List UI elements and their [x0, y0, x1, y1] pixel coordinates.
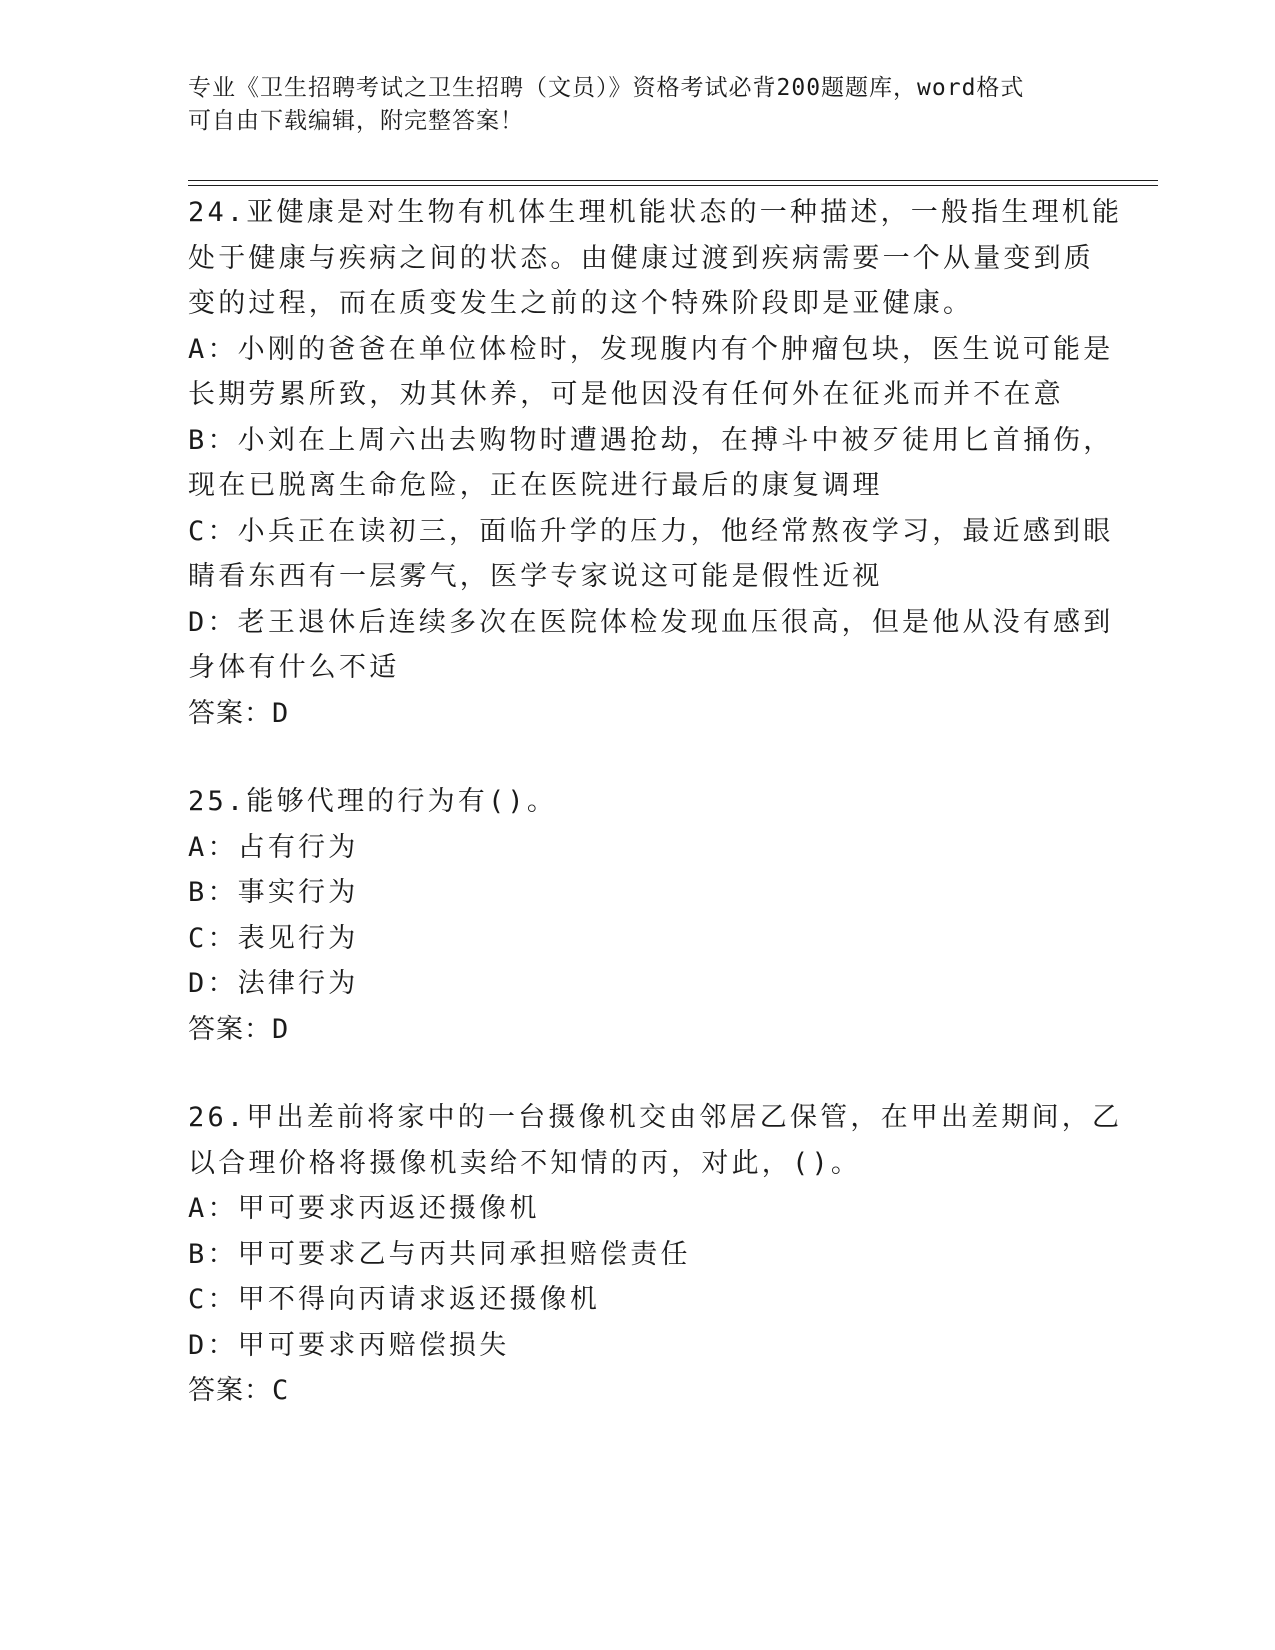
- option-c: C：小兵正在读初三，面临升学的压力，他经常熬夜学习，最近感到眼: [188, 515, 1114, 547]
- option-b: B：事实行为: [188, 877, 359, 908]
- document-header: [188, 72, 1068, 138]
- answer: [188, 1007, 1088, 1053]
- option-c: C：甲不得向丙请求返还摄像机: [188, 1284, 601, 1315]
- question-26: [188, 1095, 1123, 1414]
- question-stem: 变的过程，而在质变发生之前的这个特殊阶段即是亚健康。: [188, 288, 974, 319]
- header-divider-bottom: [188, 185, 1158, 186]
- answer-label: 答案：: [188, 697, 272, 729]
- answer-value: D: [272, 1013, 290, 1045]
- question-24: [188, 190, 1123, 736]
- option-d: D：老王退休后连续多次在医院体检发现血压很高，但是他从没有感到: [188, 606, 1114, 638]
- question-stem: 以合理价格将摄像机卖给不知情的丙，对此，()。: [188, 1147, 862, 1179]
- option-a: A：占有行为: [188, 831, 359, 863]
- option-a-continued: 长期劳累所致，劝其休养，可是他因没有任何外在征兆而并不在意: [188, 379, 1064, 410]
- answer-value: D: [272, 697, 290, 729]
- option-d: D：甲可要求丙赔偿损失: [188, 1329, 510, 1361]
- header-line-1: 专业《卫生招聘考试之卫生招聘（文员）》资格考试必背200题题库，word格式: [188, 75, 1025, 101]
- option-d: D：法律行为: [188, 968, 359, 999]
- option-c-continued: 睛看东西有一层雾气，医学专家说这可能是假性近视: [188, 561, 883, 592]
- question-stem: 24.亚健康是对生物有机体生理机能状态的一种描述，一般指生理机能: [188, 197, 1123, 228]
- question-stem: 处于健康与疾病之间的状态。由健康过渡到疾病需要一个从量变到质: [188, 242, 1094, 274]
- header-divider-top: [188, 180, 1158, 181]
- answer-label: 答案：: [188, 1013, 272, 1045]
- option-a: A：甲可要求丙返还摄像机: [188, 1193, 540, 1224]
- question-list: [188, 190, 1123, 1457]
- question-25: [188, 779, 1088, 1052]
- question-stem: 26.甲出差前将家中的一台摄像机交由邻居乙保管，在甲出差期间，乙: [188, 1102, 1123, 1133]
- question-stem: 25.能够代理的行为有()。: [188, 786, 558, 817]
- option-b-continued: 现在已脱离生命危险，正在医院进行最后的康复调理: [188, 470, 883, 501]
- option-d-continued: 身体有什么不适: [188, 652, 400, 683]
- answer: [188, 1368, 1088, 1414]
- option-b: B：小刘在上周六出去购物时遭遇抢劫，在搏斗中被歹徒用匕首捅伤，: [188, 424, 1114, 456]
- answer: [188, 691, 1088, 737]
- header-line-2: 可自由下载编辑，附完整答案！: [188, 108, 524, 134]
- option-b: B：甲可要求乙与丙共同承担赔偿责任: [188, 1238, 691, 1270]
- option-c: C：表见行为: [188, 922, 359, 954]
- answer-value: C: [272, 1375, 290, 1406]
- answer-label: 答案：: [188, 1375, 272, 1406]
- option-a: A：小刚的爸爸在单位体检时，发现腹内有个肿瘤包块，医生说可能是: [188, 333, 1114, 365]
